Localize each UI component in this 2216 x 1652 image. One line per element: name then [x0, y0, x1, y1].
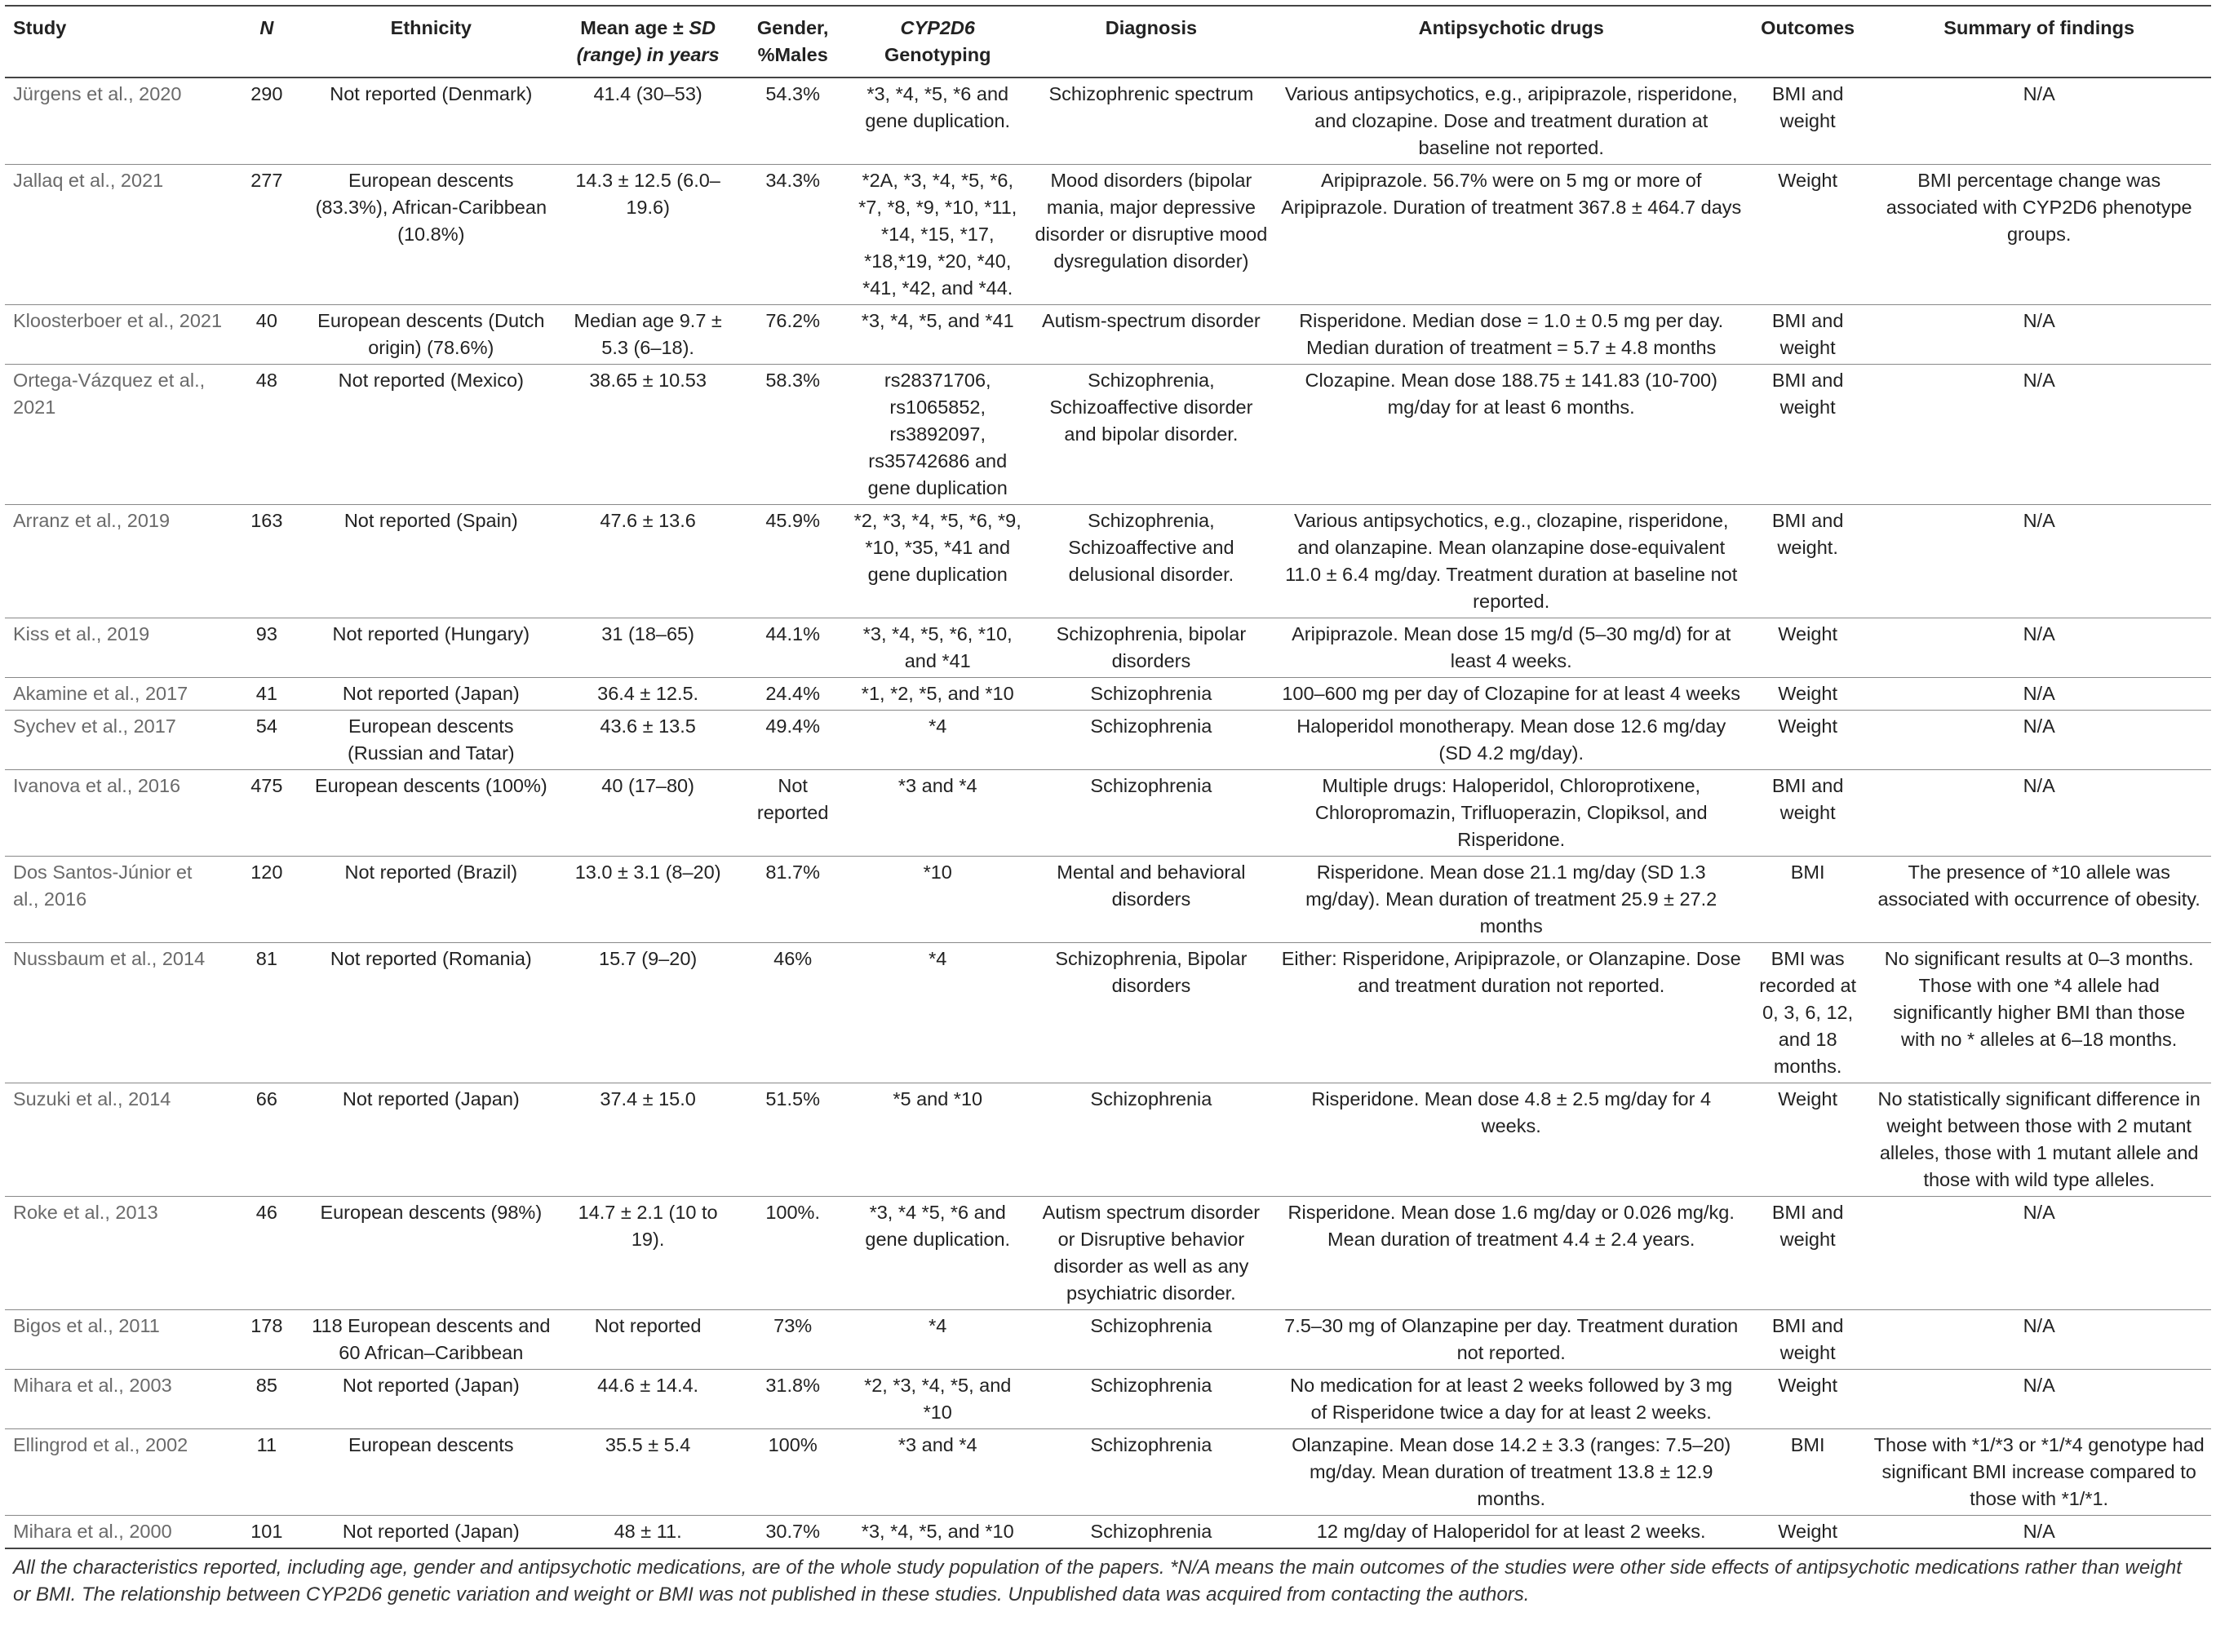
cell-n: 290: [228, 78, 304, 165]
cell-study: Jürgens et al., 2020: [5, 78, 228, 165]
cell-diagnosis: Schizophrenia: [1028, 678, 1274, 711]
cell-ethnicity: Not reported (Hungary): [305, 618, 557, 678]
cell-outcomes: Weight: [1748, 1370, 1867, 1429]
cell-ethnicity: European descents (98%): [305, 1197, 557, 1310]
column-header-gender: [738, 6, 847, 78]
cell-mean-age: 13.0 ± 3.1 (8–20): [557, 857, 738, 943]
column-header-genotyping: [847, 6, 1028, 78]
cell-summary: BMI percentage change was associated with CYP2D6 phenotype groups.: [1867, 165, 2211, 305]
cell-outcomes: BMI and weight: [1748, 770, 1867, 857]
cell-ethnicity: European descents (Russian and Tatar): [305, 711, 557, 770]
column-header-text: Summary of findings: [1943, 17, 2135, 38]
cell-antipsychotic-drugs: 100–600 mg per day of Clozapine for at least 4 weeks: [1274, 678, 1748, 711]
cell-diagnosis: Autism-spectrum disorder: [1028, 305, 1274, 365]
cell-genotyping: *3, *4, *5, *6 and gene duplication.: [847, 78, 1028, 165]
cell-genotyping: *2, *3, *4, *5, and *10: [847, 1370, 1028, 1429]
cell-summary: No significant results at 0–3 months. Those with one *4 allele had significantly higher BMI than those with no * alleles at 6–18 months.: [1867, 943, 2211, 1083]
cell-antipsychotic-drugs: Various antipsychotics, e.g., clozapine, risperidone, and olanzapine. Mean olanzapine dose-equivalent 11.0 ± 6.4 mg/day. Treatment duration at baseline not reported.: [1274, 505, 1748, 618]
cell-mean-age: Not reported: [557, 1310, 738, 1370]
cell-diagnosis: Schizophrenia: [1028, 1516, 1274, 1549]
cell-mean-age: 41.4 (30–53): [557, 78, 738, 165]
cell-outcomes: BMI and weight: [1748, 305, 1867, 365]
cell-n: 54: [228, 711, 304, 770]
cell-gender: 73%: [738, 1310, 847, 1370]
cell-ethnicity: European descents: [305, 1429, 557, 1516]
table-footnote: All the characteristics reported, including age, gender and antipsychotic medications, are of the whole study population of the papers. *N/A means the main outcomes of the studies were other side effects of antipsychotic medications rather than weight or BMI. The relationship between CYP2D6 genetic variation and weight or BMI was not published in these studies. Unpublished data was acquired from contacting the authors.: [13, 1557, 2182, 1605]
cell-antipsychotic-drugs: Aripiprazole. 56.7% were on 5 mg or more of Aripiprazole. Duration of treatment 367.8 ± 464.7 days: [1274, 165, 1748, 305]
cell-gender: 49.4%: [738, 711, 847, 770]
cell-ethnicity: 118 European descents and 60 African–Caribbean: [305, 1310, 557, 1370]
cell-gender: 54.3%: [738, 78, 847, 165]
table-row: [5, 943, 2211, 1083]
cell-gender: 100%: [738, 1429, 847, 1516]
cell-study: Ortega-Vázquez et al., 2021: [5, 365, 228, 505]
column-header-ethnicity: [305, 6, 557, 78]
cell-antipsychotic-drugs: Either: Risperidone, Aripiprazole, or Olanzapine. Dose and treatment duration not reported.: [1274, 943, 1748, 1083]
cell-mean-age: 14.7 ± 2.1 (10 to 19).: [557, 1197, 738, 1310]
cell-genotyping: *3, *4 *5, *6 and gene duplication.: [847, 1197, 1028, 1310]
cell-study: Akamine et al., 2017: [5, 678, 228, 711]
cell-summary: N/A: [1867, 1370, 2211, 1429]
cell-diagnosis: Schizophrenia, Schizoaffective disorder and bipolar disorder.: [1028, 365, 1274, 505]
cell-genotyping: *2, *3, *4, *5, *6, *9, *10, *35, *41 and gene duplication: [847, 505, 1028, 618]
cell-gender: 51.5%: [738, 1083, 847, 1197]
cell-gender: 58.3%: [738, 365, 847, 505]
column-header-summary: [1867, 6, 2211, 78]
cell-genotyping: *4: [847, 943, 1028, 1083]
cell-diagnosis: Schizophrenia: [1028, 1370, 1274, 1429]
table-row: [5, 1310, 2211, 1370]
cell-ethnicity: European descents (100%): [305, 770, 557, 857]
table-row: [5, 770, 2211, 857]
cell-diagnosis: Schizophrenia: [1028, 770, 1274, 857]
cell-n: 81: [228, 943, 304, 1083]
table-row: [5, 505, 2211, 618]
cell-summary: N/A: [1867, 1197, 2211, 1310]
column-header-text: Outcomes: [1761, 17, 1855, 38]
cell-gender: 24.4%: [738, 678, 847, 711]
cell-ethnicity: European descents (Dutch origin) (78.6%): [305, 305, 557, 365]
cell-diagnosis: Autism spectrum disorder or Disruptive behavior disorder as well as any psychiatric disorder.: [1028, 1197, 1274, 1310]
cell-genotyping: *4: [847, 1310, 1028, 1370]
cell-study: Roke et al., 2013: [5, 1197, 228, 1310]
cell-mean-age: 48 ± 11.: [557, 1516, 738, 1549]
cell-antipsychotic-drugs: Multiple drugs: Haloperidol, Chloroprotixene, Chloropromazin, Trifluoperazin, Clopiksol, and Risperidone.: [1274, 770, 1748, 857]
cell-antipsychotic-drugs: Risperidone. Mean dose 21.1 mg/day (SD 1.3 mg/day). Mean duration of treatment 25.9 ± 27.2 months: [1274, 857, 1748, 943]
column-header-n: [228, 6, 304, 78]
cell-diagnosis: Schizophrenia, Bipolar disorders: [1028, 943, 1274, 1083]
cell-study: Jallaq et al., 2021: [5, 165, 228, 305]
table-row: [5, 1516, 2211, 1549]
cell-n: 11: [228, 1429, 304, 1516]
table-row: [5, 1370, 2211, 1429]
cell-genotyping: *5 and *10: [847, 1083, 1028, 1197]
cell-outcomes: BMI and weight: [1748, 78, 1867, 165]
cell-mean-age: 38.65 ± 10.53: [557, 365, 738, 505]
cell-summary: N/A: [1867, 365, 2211, 505]
table-row: [5, 711, 2211, 770]
cell-n: 48: [228, 365, 304, 505]
cell-n: 475: [228, 770, 304, 857]
cell-mean-age: 37.4 ± 15.0: [557, 1083, 738, 1197]
cell-summary: N/A: [1867, 678, 2211, 711]
cell-ethnicity: Not reported (Romania): [305, 943, 557, 1083]
cell-gender: 34.3%: [738, 165, 847, 305]
cell-study: Mihara et al., 2003: [5, 1370, 228, 1429]
cell-gender: 44.1%: [738, 618, 847, 678]
cell-study: Ivanova et al., 2016: [5, 770, 228, 857]
cell-antipsychotic-drugs: Haloperidol monotherapy. Mean dose 12.6 mg/day (SD 4.2 mg/day).: [1274, 711, 1748, 770]
cell-antipsychotic-drugs: Olanzapine. Mean dose 14.2 ± 3.3 (ranges: 7.5–20) mg/day. Mean duration of treatment 13.8 ± 12.9 months.: [1274, 1429, 1748, 1516]
table-row: [5, 305, 2211, 365]
cell-genotyping: *3, *4, *5, and *10: [847, 1516, 1028, 1549]
cell-summary: N/A: [1867, 505, 2211, 618]
column-header-outcomes: [1748, 6, 1867, 78]
cell-study: Bigos et al., 2011: [5, 1310, 228, 1370]
cell-genotyping: *4: [847, 711, 1028, 770]
cell-n: 120: [228, 857, 304, 943]
column-header-text: Study: [13, 17, 67, 38]
cell-ethnicity: Not reported (Japan): [305, 1516, 557, 1549]
cell-outcomes: Weight: [1748, 1516, 1867, 1549]
table-row: [5, 1083, 2211, 1197]
cell-study: Sychev et al., 2017: [5, 711, 228, 770]
cell-mean-age: 36.4 ± 12.5.: [557, 678, 738, 711]
column-header-text: Diagnosis: [1105, 17, 1198, 38]
cell-summary: N/A: [1867, 78, 2211, 165]
cell-genotyping: rs28371706, rs1065852, rs3892097, rs35742686 and gene duplication: [847, 365, 1028, 505]
table-header-row: [5, 6, 2211, 78]
cell-diagnosis: Schizophrenic spectrum: [1028, 78, 1274, 165]
cell-genotyping: *10: [847, 857, 1028, 943]
column-header-text: Gender, %Males: [756, 17, 829, 65]
cell-study: Suzuki et al., 2014: [5, 1083, 228, 1197]
cell-n: 46: [228, 1197, 304, 1310]
cell-ethnicity: Not reported (Spain): [305, 505, 557, 618]
cell-n: 41: [228, 678, 304, 711]
cell-n: 163: [228, 505, 304, 618]
cell-genotyping: *3, *4, *5, *6, *10, and *41: [847, 618, 1028, 678]
cell-summary: Those with *1/*3 or *1/*4 genotype had significant BMI increase compared to those with *1/*1.: [1867, 1429, 2211, 1516]
cell-outcomes: Weight: [1748, 165, 1867, 305]
cell-diagnosis: Schizophrenia, Schizoaffective and delusional disorder.: [1028, 505, 1274, 618]
table-body: [5, 78, 2211, 1548]
cell-diagnosis: Mood disorders (bipolar mania, major depressive disorder or disruptive mood dysregulation disorder): [1028, 165, 1274, 305]
cell-antipsychotic-drugs: Risperidone. Median dose = 1.0 ± 0.5 mg per day. Median duration of treatment = 5.7 ± 4.8 months: [1274, 305, 1748, 365]
cell-n: 277: [228, 165, 304, 305]
cell-antipsychotic-drugs: Risperidone. Mean dose 4.8 ± 2.5 mg/day for 4 weeks.: [1274, 1083, 1748, 1197]
cell-study: Kiss et al., 2019: [5, 618, 228, 678]
table-row: [5, 1197, 2211, 1310]
cell-diagnosis: Mental and behavioral disorders: [1028, 857, 1274, 943]
cell-summary: N/A: [1867, 711, 2211, 770]
column-header-text: Ethnicity: [390, 17, 472, 38]
column-header-text: Mean age ±: [580, 17, 689, 38]
cell-outcomes: Weight: [1748, 678, 1867, 711]
column-header-text: Antipsychotic drugs: [1418, 17, 1604, 38]
column-header-text: SD (range) in years: [576, 17, 720, 65]
cell-n: 40: [228, 305, 304, 365]
cell-outcomes: BMI: [1748, 1429, 1867, 1516]
cell-study: Mihara et al., 2000: [5, 1516, 228, 1549]
cell-diagnosis: Schizophrenia: [1028, 1083, 1274, 1197]
cell-gender: 30.7%: [738, 1516, 847, 1549]
cell-ethnicity: Not reported (Mexico): [305, 365, 557, 505]
cell-summary: N/A: [1867, 1310, 2211, 1370]
cell-study: Nussbaum et al., 2014: [5, 943, 228, 1083]
column-header-text: Genotyping: [884, 44, 991, 65]
cell-genotyping: *3 and *4: [847, 1429, 1028, 1516]
cell-diagnosis: Schizophrenia, bipolar disorders: [1028, 618, 1274, 678]
cell-mean-age: 43.6 ± 13.5: [557, 711, 738, 770]
cell-genotyping: *1, *2, *5, and *10: [847, 678, 1028, 711]
cell-antipsychotic-drugs: 12 mg/day of Haloperidol for at least 2 weeks.: [1274, 1516, 1748, 1549]
cell-summary: No statistically significant difference in weight between those with 2 mutant alleles, those with 1 mutant allele and those with wild type alleles.: [1867, 1083, 2211, 1197]
cell-ethnicity: Not reported (Japan): [305, 678, 557, 711]
cell-antipsychotic-drugs: Risperidone. Mean dose 1.6 mg/day or 0.026 mg/kg. Mean duration of treatment 4.4 ± 2.4 years.: [1274, 1197, 1748, 1310]
cell-outcomes: BMI was recorded at 0, 3, 6, 12, and 18 months.: [1748, 943, 1867, 1083]
cell-study: Dos Santos-Júnior et al., 2016: [5, 857, 228, 943]
column-header-antipsychotic-drugs: [1274, 6, 1748, 78]
cell-gender: 81.7%: [738, 857, 847, 943]
cell-genotyping: *3, *4, *5, and *41: [847, 305, 1028, 365]
column-header-study: [5, 6, 228, 78]
cell-n: 66: [228, 1083, 304, 1197]
studies-table: [5, 5, 2211, 1549]
cell-diagnosis: Schizophrenia: [1028, 1429, 1274, 1516]
cell-n: 178: [228, 1310, 304, 1370]
cell-mean-age: Median age 9.7 ± 5.3 (6–18).: [557, 305, 738, 365]
cell-antipsychotic-drugs: Clozapine. Mean dose 188.75 ± 141.83 (10-700) mg/day for at least 6 months.: [1274, 365, 1748, 505]
cell-outcomes: BMI and weight.: [1748, 505, 1867, 618]
column-header-text: N: [259, 17, 274, 38]
cell-outcomes: BMI and weight: [1748, 1197, 1867, 1310]
cell-mean-age: 40 (17–80): [557, 770, 738, 857]
cell-outcomes: Weight: [1748, 1083, 1867, 1197]
cell-mean-age: 14.3 ± 12.5 (6.0–19.6): [557, 165, 738, 305]
cell-outcomes: BMI and weight: [1748, 365, 1867, 505]
cell-ethnicity: Not reported (Denmark): [305, 78, 557, 165]
cell-genotyping: *2A, *3, *4, *5, *6, *7, *8, *9, *10, *11, *14, *15, *17, *18,*19, *20, *40, *41, *42, and *44.: [847, 165, 1028, 305]
cell-summary: N/A: [1867, 1516, 2211, 1549]
cell-gender: 100%.: [738, 1197, 847, 1310]
cell-gender: 45.9%: [738, 505, 847, 618]
cell-mean-age: 47.6 ± 13.6: [557, 505, 738, 618]
cell-outcomes: BMI: [1748, 857, 1867, 943]
cell-antipsychotic-drugs: No medication for at least 2 weeks followed by 3 mg of Risperidone twice a day for at least 2 weeks.: [1274, 1370, 1748, 1429]
cell-diagnosis: Schizophrenia: [1028, 711, 1274, 770]
cell-gender: 46%: [738, 943, 847, 1083]
cell-ethnicity: Not reported (Japan): [305, 1370, 557, 1429]
cell-mean-age: 31 (18–65): [557, 618, 738, 678]
cell-gender: 76.2%: [738, 305, 847, 365]
cell-mean-age: 35.5 ± 5.4: [557, 1429, 738, 1516]
cell-outcomes: BMI and weight: [1748, 1310, 1867, 1370]
table-row: [5, 678, 2211, 711]
cell-n: 93: [228, 618, 304, 678]
cell-summary: N/A: [1867, 305, 2211, 365]
cell-summary: The presence of *10 allele was associated with occurrence of obesity.: [1867, 857, 2211, 943]
cell-gender: 31.8%: [738, 1370, 847, 1429]
cell-n: 101: [228, 1516, 304, 1549]
cell-genotyping: *3 and *4: [847, 770, 1028, 857]
cell-ethnicity: European descents (83.3%), African-Caribbean (10.8%): [305, 165, 557, 305]
cell-outcomes: Weight: [1748, 618, 1867, 678]
table-row: [5, 618, 2211, 678]
table-row: [5, 1429, 2211, 1516]
cell-study: Arranz et al., 2019: [5, 505, 228, 618]
cell-mean-age: 15.7 (9–20): [557, 943, 738, 1083]
cell-antipsychotic-drugs: Various antipsychotics, e.g., aripiprazole, risperidone, and clozapine. Dose and treatment duration at baseline not reported.: [1274, 78, 1748, 165]
cell-antipsychotic-drugs: 7.5–30 mg of Olanzapine per day. Treatment duration not reported.: [1274, 1310, 1748, 1370]
cell-gender: Not reported: [738, 770, 847, 857]
table-row: [5, 78, 2211, 165]
table-row: [5, 857, 2211, 943]
table-row: [5, 165, 2211, 305]
column-header-diagnosis: [1028, 6, 1274, 78]
cell-diagnosis: Schizophrenia: [1028, 1310, 1274, 1370]
cell-outcomes: Weight: [1748, 711, 1867, 770]
table-container: [5, 5, 2211, 1608]
cell-mean-age: 44.6 ± 14.4.: [557, 1370, 738, 1429]
cell-summary: N/A: [1867, 618, 2211, 678]
cell-study: Ellingrod et al., 2002: [5, 1429, 228, 1516]
cell-n: 85: [228, 1370, 304, 1429]
cell-study: Kloosterboer et al., 2021: [5, 305, 228, 365]
cell-summary: N/A: [1867, 770, 2211, 857]
cell-ethnicity: Not reported (Brazil): [305, 857, 557, 943]
column-header-mean-age: [557, 6, 738, 78]
table-row: [5, 365, 2211, 505]
cell-antipsychotic-drugs: Aripiprazole. Mean dose 15 mg/d (5–30 mg/d) for at least 4 weeks.: [1274, 618, 1748, 678]
cell-ethnicity: Not reported (Japan): [305, 1083, 557, 1197]
column-header-text: CYP2D6: [900, 17, 975, 38]
